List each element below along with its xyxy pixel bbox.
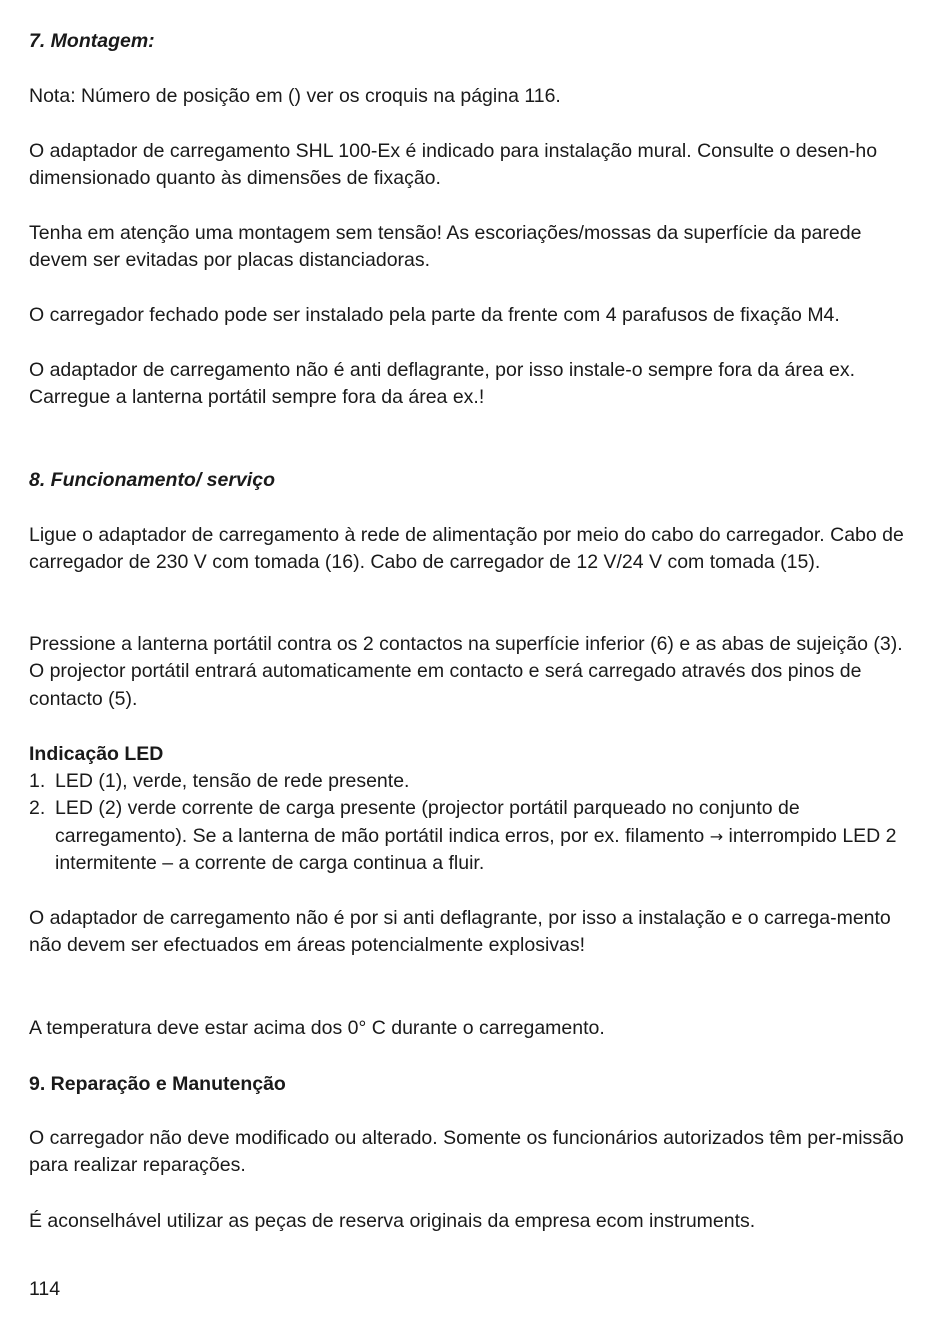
section-7-heading: 7. Montagem: (29, 30, 155, 52)
paragraph-mains-connection: Ligue o adaptador de carregamento à rede de alimentação por meio do cabo do carregador. Cabo de carregador de 230 V com tomada (16). Cabo de carregador de 12 V/24 V com tomada (15). (29, 524, 904, 574)
paragraph-wall-mounting: O adaptador de carregamento SHL 100-Ex é indicado para instalação mural. Consulte o desen-ho dimensionado quanto às dimensões de fixação. (29, 140, 878, 190)
page-number: 114 (29, 1278, 61, 1300)
led-item (29, 795, 909, 877)
section-8-heading: 8. Funcionamento/ serviço (29, 469, 275, 491)
led-item-text: LED (1), verde, tensão de rede presente. (55, 770, 410, 792)
paragraph-contacts: Pressione a lanterna portátil contra os 2 contactos na superfície inferior (6) e as abas de sujeição (3). O projector portátil entrará automaticamente em contacto e será carregado através dos pinos de contacto (5). (29, 633, 903, 710)
paragraph-explosive-warning: O adaptador de carregamento não é por si anti deflagrante, por isso a instalação e o carrega-mento não devem ser efectuados em áreas potencialmente explosivas! (29, 907, 891, 957)
led-item-text-continued: interrompido LED 2 intermitente – a corrente de carga continua a fluir. (55, 824, 897, 875)
paragraph-position-note: Nota: Número de posição em () ver os croquis na página 116. (29, 85, 561, 107)
paragraph-ex-area: O adaptador de carregamento não é anti deflagrante, por isso instale-o sempre fora da área ex. Carregue a lanterna portátil sempre fora da área ex.! (29, 359, 855, 409)
paragraph-tension-free-mounting: Tenha em atenção uma montagem sem tensão! As escoriações/mossas da superfície da parede devem ser evitadas por placas distanciadoras. (29, 222, 862, 272)
paragraph-original-parts: É aconselhável utilizar as peças de reserva originais da empresa ecom instruments. (29, 1210, 756, 1232)
paragraph-no-modification: O carregador não deve modificado ou alterado. Somente os funcionários autorizados têm per-missão para realizar reparações. (29, 1127, 904, 1177)
paragraph-screws: O carregador fechado pode ser instalado pela parte da frente com 4 parafusos de fixação M4. (29, 304, 840, 326)
led-item-text: LED (2) verde corrente de carga presente (projector portátil parqueado no conjunto de carregamento). Se a lanterna de mão portátil indica erros, por ex. filamento (55, 797, 800, 847)
led-item (29, 768, 909, 795)
section-9-heading: 9. Reparação e Manutenção (29, 1073, 286, 1095)
led-list (29, 768, 909, 878)
led-item-number: 1. (29, 770, 46, 792)
paragraph-temperature: A temperatura deve estar acima dos 0° C durante o carregamento. (29, 1017, 605, 1039)
led-heading: Indicação LED (29, 743, 164, 765)
arrow-right-icon: → (709, 826, 724, 846)
led-item-number: 2. (29, 797, 46, 820)
